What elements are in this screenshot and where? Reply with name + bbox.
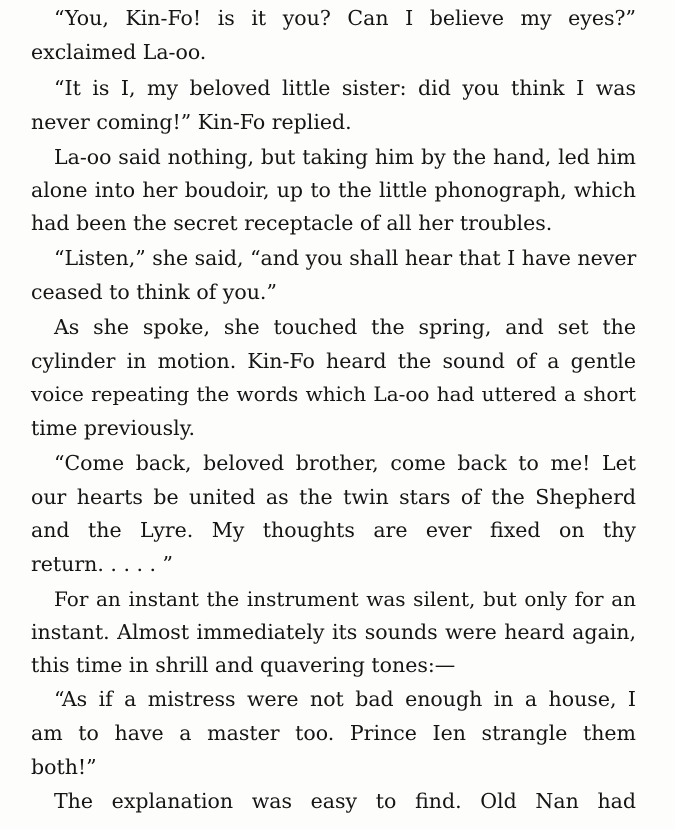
text-line: “You, Kin-Fo! is it you? Can I believe my eyes?” [54,6,636,30]
text-line: “Come back, beloved brother, come back to me! Let [54,451,636,475]
text-line: ceased to think of you.” [31,280,277,304]
text-line: return. . . . . ” [31,552,174,576]
text-line: our hearts be united as the twin stars of the Shepherd [31,485,636,509]
text-line: and the Lyre. My thoughts are ever fixed on thy [31,518,636,542]
text-line: never coming!” Kin-Fo replied. [31,110,352,134]
text-line: As she spoke, she touched the spring, and set the [54,315,636,339]
text-line: For an instant the instrument was silent, but only for an [54,587,636,611]
text-line: time previously. [31,416,196,440]
text-line: alone into her boudoir, up to the little phonograph, which [31,178,636,202]
text-line: La-oo said nothing, but taking him by the hand, led him [54,145,636,169]
text-line: cylinder in motion. Kin-Fo heard the sound of a gentle [31,349,636,373]
text-line: instant. Almost immediately its sounds were heard again, [31,620,636,644]
text-line: this time in shrill and quavering tones:— [31,653,456,677]
text-line: The explanation was easy to find. Old Nan had [54,789,636,813]
text-line: am to have a master too. Prince Ien strangle them [31,721,636,745]
text-line: “As if a mistress were not bad enough in a house, I [54,687,636,711]
text-line: “It is I, my beloved little sister: did you think I was [54,76,636,100]
text-line: “Listen,” she said, “and you shall hear that I have never [54,246,637,270]
text-line: voice repeating the words which La-oo had uttered a short [31,382,636,406]
text-line: both!” [31,755,97,779]
text-line: exclaimed La-oo. [31,40,207,64]
text-line: had been the secret receptacle of all her troubles. [31,211,553,235]
